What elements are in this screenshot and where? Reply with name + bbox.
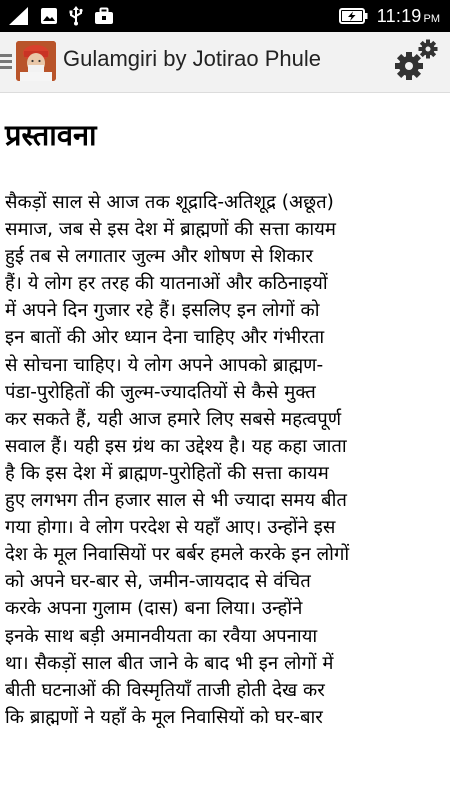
text-line: समाज, जब से इस देश में ब्राह्मणों की सत्ता कायम xyxy=(5,219,336,241)
status-left-icons xyxy=(8,5,114,27)
status-ampm: PM xyxy=(423,12,440,25)
text-line: हैं। ये लोग हर तरह की यातनाओं और कठिनाइयों xyxy=(5,273,328,295)
text-line: बीती घटनाओं की विस्मृतियाँ ताजी होती देख कर xyxy=(5,679,325,701)
settings-button[interactable] xyxy=(392,38,440,84)
text-line: सैकड़ों साल से आज तक शूद्रादि-अतिशूद्र (अछूत) xyxy=(5,192,334,213)
text-line: को अपने घर-बार से, जमीन-जायदाद से वंचित xyxy=(5,571,311,593)
battery-charging-icon xyxy=(339,8,369,24)
text-line: इन बातों की ओर ध्यान देना चाहिए और गंभीरता xyxy=(5,327,325,349)
text-line: है कि इस देश में ब्राह्मण-पुरोहितों की सत्ता कायम xyxy=(5,462,329,484)
text-line: देश के मूल निवासियों पर बर्बर हमले करके इन लोगों xyxy=(5,544,350,566)
text-line: पंडा-पुरोहितों की जुल्म-ज्यादतियों से कैसे मुक्त xyxy=(5,381,316,403)
text-line: था। सैकड़ों साल बीत जाने के बाद भी इन लोगों में xyxy=(5,652,334,674)
text-line: इनके साथ बड़ी अमानवीयता का रवैया अपनाया xyxy=(5,625,318,647)
app-bar xyxy=(0,32,450,93)
text-line: हुई तब से लगातार जुल्म और शोषण से शिकार xyxy=(5,246,314,268)
image-icon xyxy=(40,7,58,25)
app-title: Gulamgiri by Jotirao Phule xyxy=(63,46,322,71)
text-line: हुए लगभग तीन हजार साल से भी ज्यादा समय बीत xyxy=(5,490,347,512)
signal-icon xyxy=(8,6,30,26)
text-line: में अपने दिन गुजार रहे हैं। इसलिए इन लोगों को xyxy=(5,300,320,322)
navigation-drawer-icon[interactable] xyxy=(0,54,12,72)
text-line: सवाल हैं। यही इस ग्रंथ का उद्देश्य है। यह कहा जाता xyxy=(5,435,347,457)
status-bar xyxy=(0,0,450,32)
app-portrait-icon[interactable] xyxy=(16,41,56,81)
text-line: गया होगा। वे लोग परदेश से यहाँ आए। उन्होंने इस xyxy=(5,517,336,539)
text-line: से सोचना चाहिए। ये लोग अपने आपको ब्राह्मण- xyxy=(5,354,324,376)
chapter-heading: प्रस्तावना xyxy=(5,118,97,152)
text-line: कि ब्राह्मणों ने यहाँ के मूल निवासियों को घर-बार xyxy=(5,706,323,728)
usb-icon xyxy=(68,6,84,26)
text-line: करके अपना गुलाम (दास) बना लिया। उन्होंने xyxy=(5,598,303,620)
status-right xyxy=(339,5,440,27)
text-line: कर सकते हैं, यही आज हमारे लिए सबसे महत्वपूर्ण xyxy=(5,408,342,430)
settings-gears-icon xyxy=(392,38,440,84)
briefcase-icon xyxy=(94,7,114,25)
status-time: 11:19 xyxy=(376,5,422,26)
reader-content[interactable] xyxy=(0,93,450,800)
chapter-body xyxy=(5,189,445,731)
